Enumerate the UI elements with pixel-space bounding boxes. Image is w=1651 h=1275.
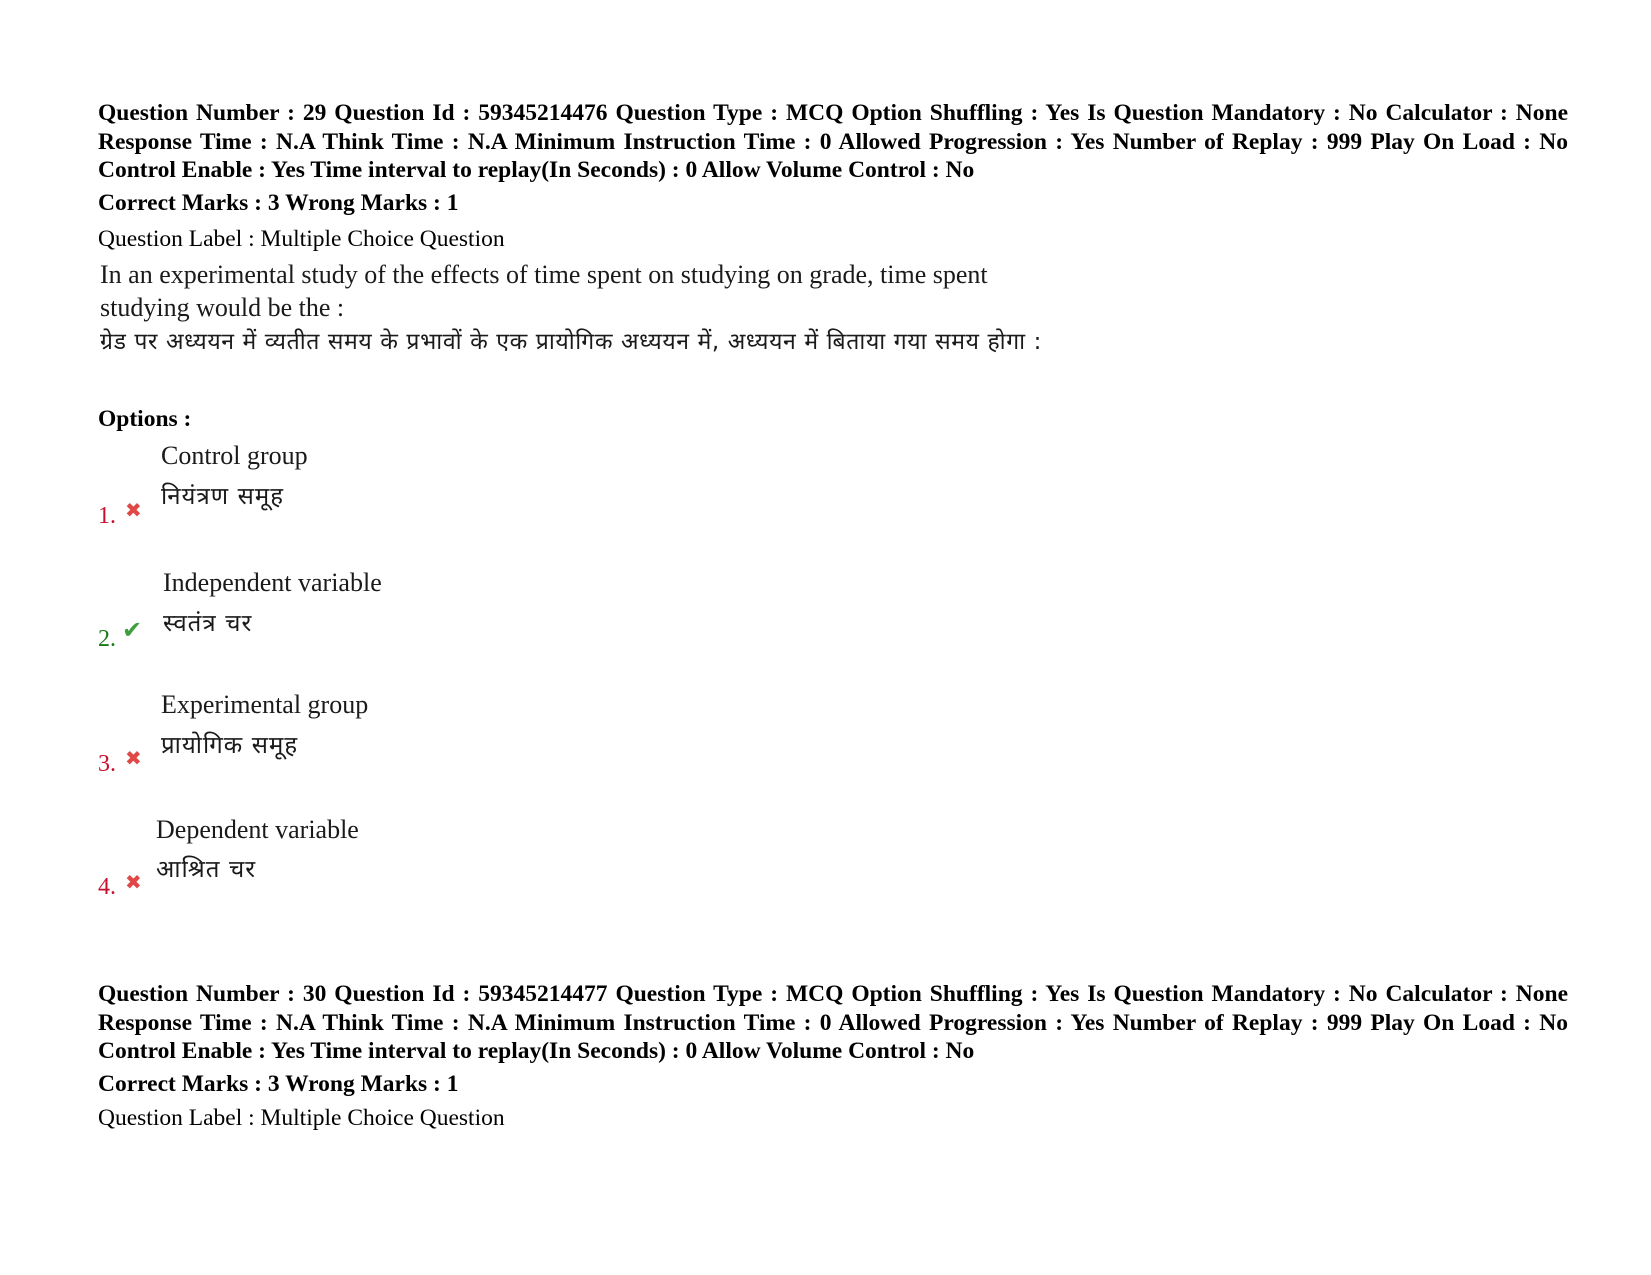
cross-icon: ✖: [125, 746, 142, 770]
question-30-label: Question Label : Multiple Choice Question: [98, 1105, 505, 1131]
option-4-number: 4.: [98, 874, 116, 900]
question-30-marks: Correct Marks : 3 Wrong Marks : 1: [98, 1071, 459, 1097]
cross-icon: ✖: [125, 870, 142, 894]
question-29-stem-english-line-1: In an experimental study of the effects of time spent on studying on grade, time spent: [100, 260, 988, 289]
option-3-english: Experimental group: [161, 690, 369, 719]
cross-icon: ✖: [125, 498, 142, 522]
option-1-hindi: नियंत्रण समूह: [161, 482, 285, 510]
options-heading: Options :: [98, 406, 192, 432]
option-3-hindi: प्रायोगिक समूह: [161, 731, 299, 759]
question-29-label: Question Label : Multiple Choice Question: [98, 226, 505, 252]
option-4-hindi: आश्रित चर: [156, 855, 257, 883]
option-2-number: 2.: [98, 626, 116, 652]
question-29-stem-hindi: ग्रेड पर अध्ययन में व्यतीत समय के प्रभावों के एक प्रायोगिक अध्ययन में, अध्ययन में बिताया गया समय होगा :: [100, 329, 1042, 355]
option-2-hindi: स्वतंत्र चर: [163, 609, 253, 637]
option-1-number: 1.: [98, 503, 116, 529]
option-2-english: Independent variable: [163, 568, 382, 597]
option-4-english: Dependent variable: [156, 815, 359, 844]
option-1-english: Control group: [161, 441, 308, 470]
question-29-metadata: Question Number : 29 Question Id : 59345214476 Question Type : MCQ Option Shuffling : Yes Is Question Mandatory : No Calculator : None Response Time : N.A Think Time : N.A Minimum Instruction Time : 0 Allowed Progression : Yes Number of Replay : 999 Play On Load : No Control Enable : Yes Time interval to replay(In Seconds) : 0 Allow Volume Control : No: [98, 100, 1568, 183]
check-icon: ✔: [122, 616, 143, 644]
option-3-number: 3.: [98, 751, 116, 777]
question-30-metadata: Question Number : 30 Question Id : 59345214477 Question Type : MCQ Option Shuffling : Yes Is Question Mandatory : No Calculator : None Response Time : N.A Think Time : N.A Minimum Instruction Time : 0 Allowed Progression : Yes Number of Replay : 999 Play On Load : No Control Enable : Yes Time interval to replay(In Seconds) : 0 Allow Volume Control : No: [98, 981, 1568, 1064]
question-29-marks: Correct Marks : 3 Wrong Marks : 1: [98, 190, 459, 216]
question-29-stem-english-line-2: studying would be the :: [100, 293, 345, 322]
